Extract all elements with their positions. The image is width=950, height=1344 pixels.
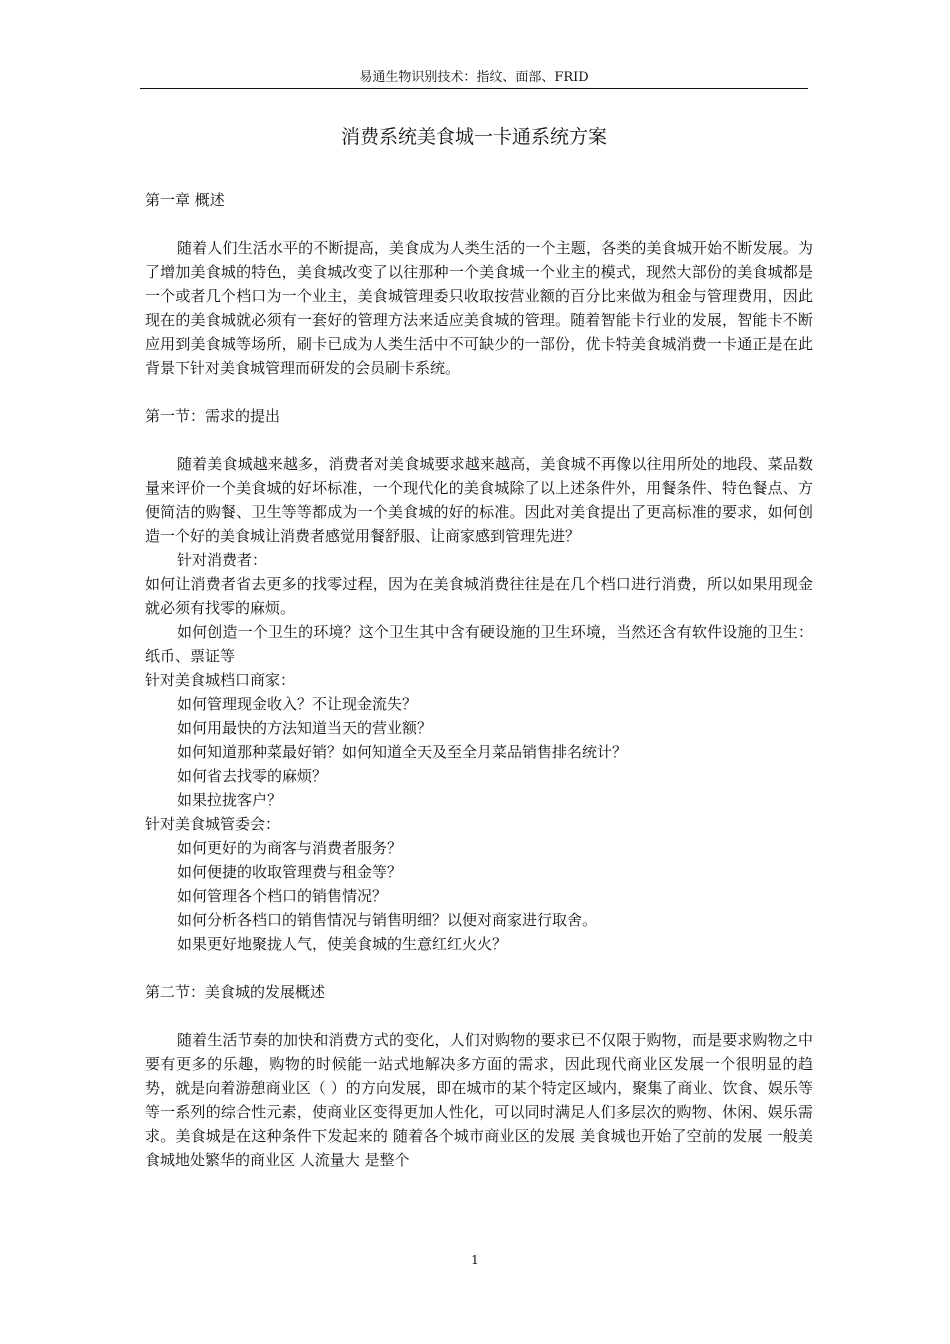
page-header: 易通生物识别技术：指纹、面部、FRID [359,70,589,85]
development-paragraph: 随着生活节奏的加快和消费方式的变化，人们对购物的要求已不仅限于购物，而是要求购物之中要有更多的乐趣，购物的时候能一站式地解决多方面的需求，因此现代商业区发展一个很明显的趋势，就是向着游憩商业区（ ）的方向发展，即在城市的某个特定区域内，聚集了商业、饮食、娱乐等等一系列的综合性元素，使商业区变得更加人性化，可以同时满足人们多层次的购物、休闲、娱乐需求。美食城是在这种条件下发起来的 随着各个城市商业区的发展 美食城也开始了空前的发展 一般美食城地处繁华的商业区 人流量大 是整个 [145,1031,813,1169]
committee-question: 如何分析各档口的销售情况与销售明细？以便对商家进行取舍。 [177,911,598,929]
chapter-heading: 第一章 概述 [145,191,225,209]
document-body [145,188,813,1172]
merchant-question: 如果拉拢客户？ [177,791,283,809]
merchant-label: 针对美食城档口商家： [145,671,296,689]
document-title: 消费系统美食城一卡通系统方案 [340,126,607,148]
committee-label: 针对美食城管委会： [145,815,281,833]
hygiene-paragraph: 如何创造一个卫生的环境？这个卫生其中含有硬设施的卫生环境，当然还含有软件设施的卫生：纸币、票证等 [145,623,813,665]
section-heading-requirements: 第一节：需求的提出 [145,407,281,425]
merchant-question: 如何省去找零的麻烦？ [177,767,328,785]
page-number: 1 [471,1253,479,1267]
committee-question: 如果更好地聚拢人气，使美食城的生意红红火火？ [177,935,508,953]
merchant-question: 如何用最快的方法知道当天的营业额？ [177,719,433,737]
consumer-paragraph: 如何让消费者省去更多的找零过程，因为在美食城消费往往是在几个档口进行消费，所以如果用现金就必须有找零的麻烦。 [145,575,813,617]
committee-question: 如何管理各个档口的销售情况？ [177,887,388,905]
requirements-paragraph: 随着美食城越来越多，消费者对美食城要求越来越高，美食城不再像以往用所处的地段、菜品数量来评价一个美食城的好坏标准，一个现代化的美食城除了以上述条件外，用餐条件、特色餐点、方便简洁的购餐、卫生等等都成为一个美食城的好的标准。因此对美食提出了更高标准的要求，如何创造一个好的美食城让消费者感觉用餐舒服、让商家感到管理先进？ [145,455,813,545]
committee-question: 如何便捷的收取管理费与租金等？ [177,863,403,881]
committee-question: 如何更好的为商客与消费者服务？ [177,839,403,857]
section-heading-development: 第二节：美食城的发展概述 [145,983,326,1001]
merchant-question: 如何知道那种菜最好销？如何知道全天及至全月菜品销售排名统计？ [177,743,628,761]
chapter-overview-paragraph: 随着人们生活水平的不断提高，美食成为人类生活的一个主题，各类的美食城开始不断发展。为了增加美食城的特色，美食城改变了以往那种一个美食城一个业主的模式，现然大部份的美食城都是一个或者几个档口为一个业主，美食城管理委只收取按营业额的百分比来做为租金与管理费用，因此现在的美食城就必须有一套好的管理方法来适应美食城的管理。随着智能卡行业的发展，智能卡不断应用到美食城等场所，刷卡已成为人类生活中不可缺少的一部份，优卡特美食城消费一卡通正是在此背景下针对美食城管理而研发的会员刷卡系统。 [145,239,813,377]
header-rule [140,88,808,89]
merchant-question: 如何管理现金收入？不让现金流失？ [177,695,418,713]
consumer-label: 针对消费者： [177,551,268,569]
